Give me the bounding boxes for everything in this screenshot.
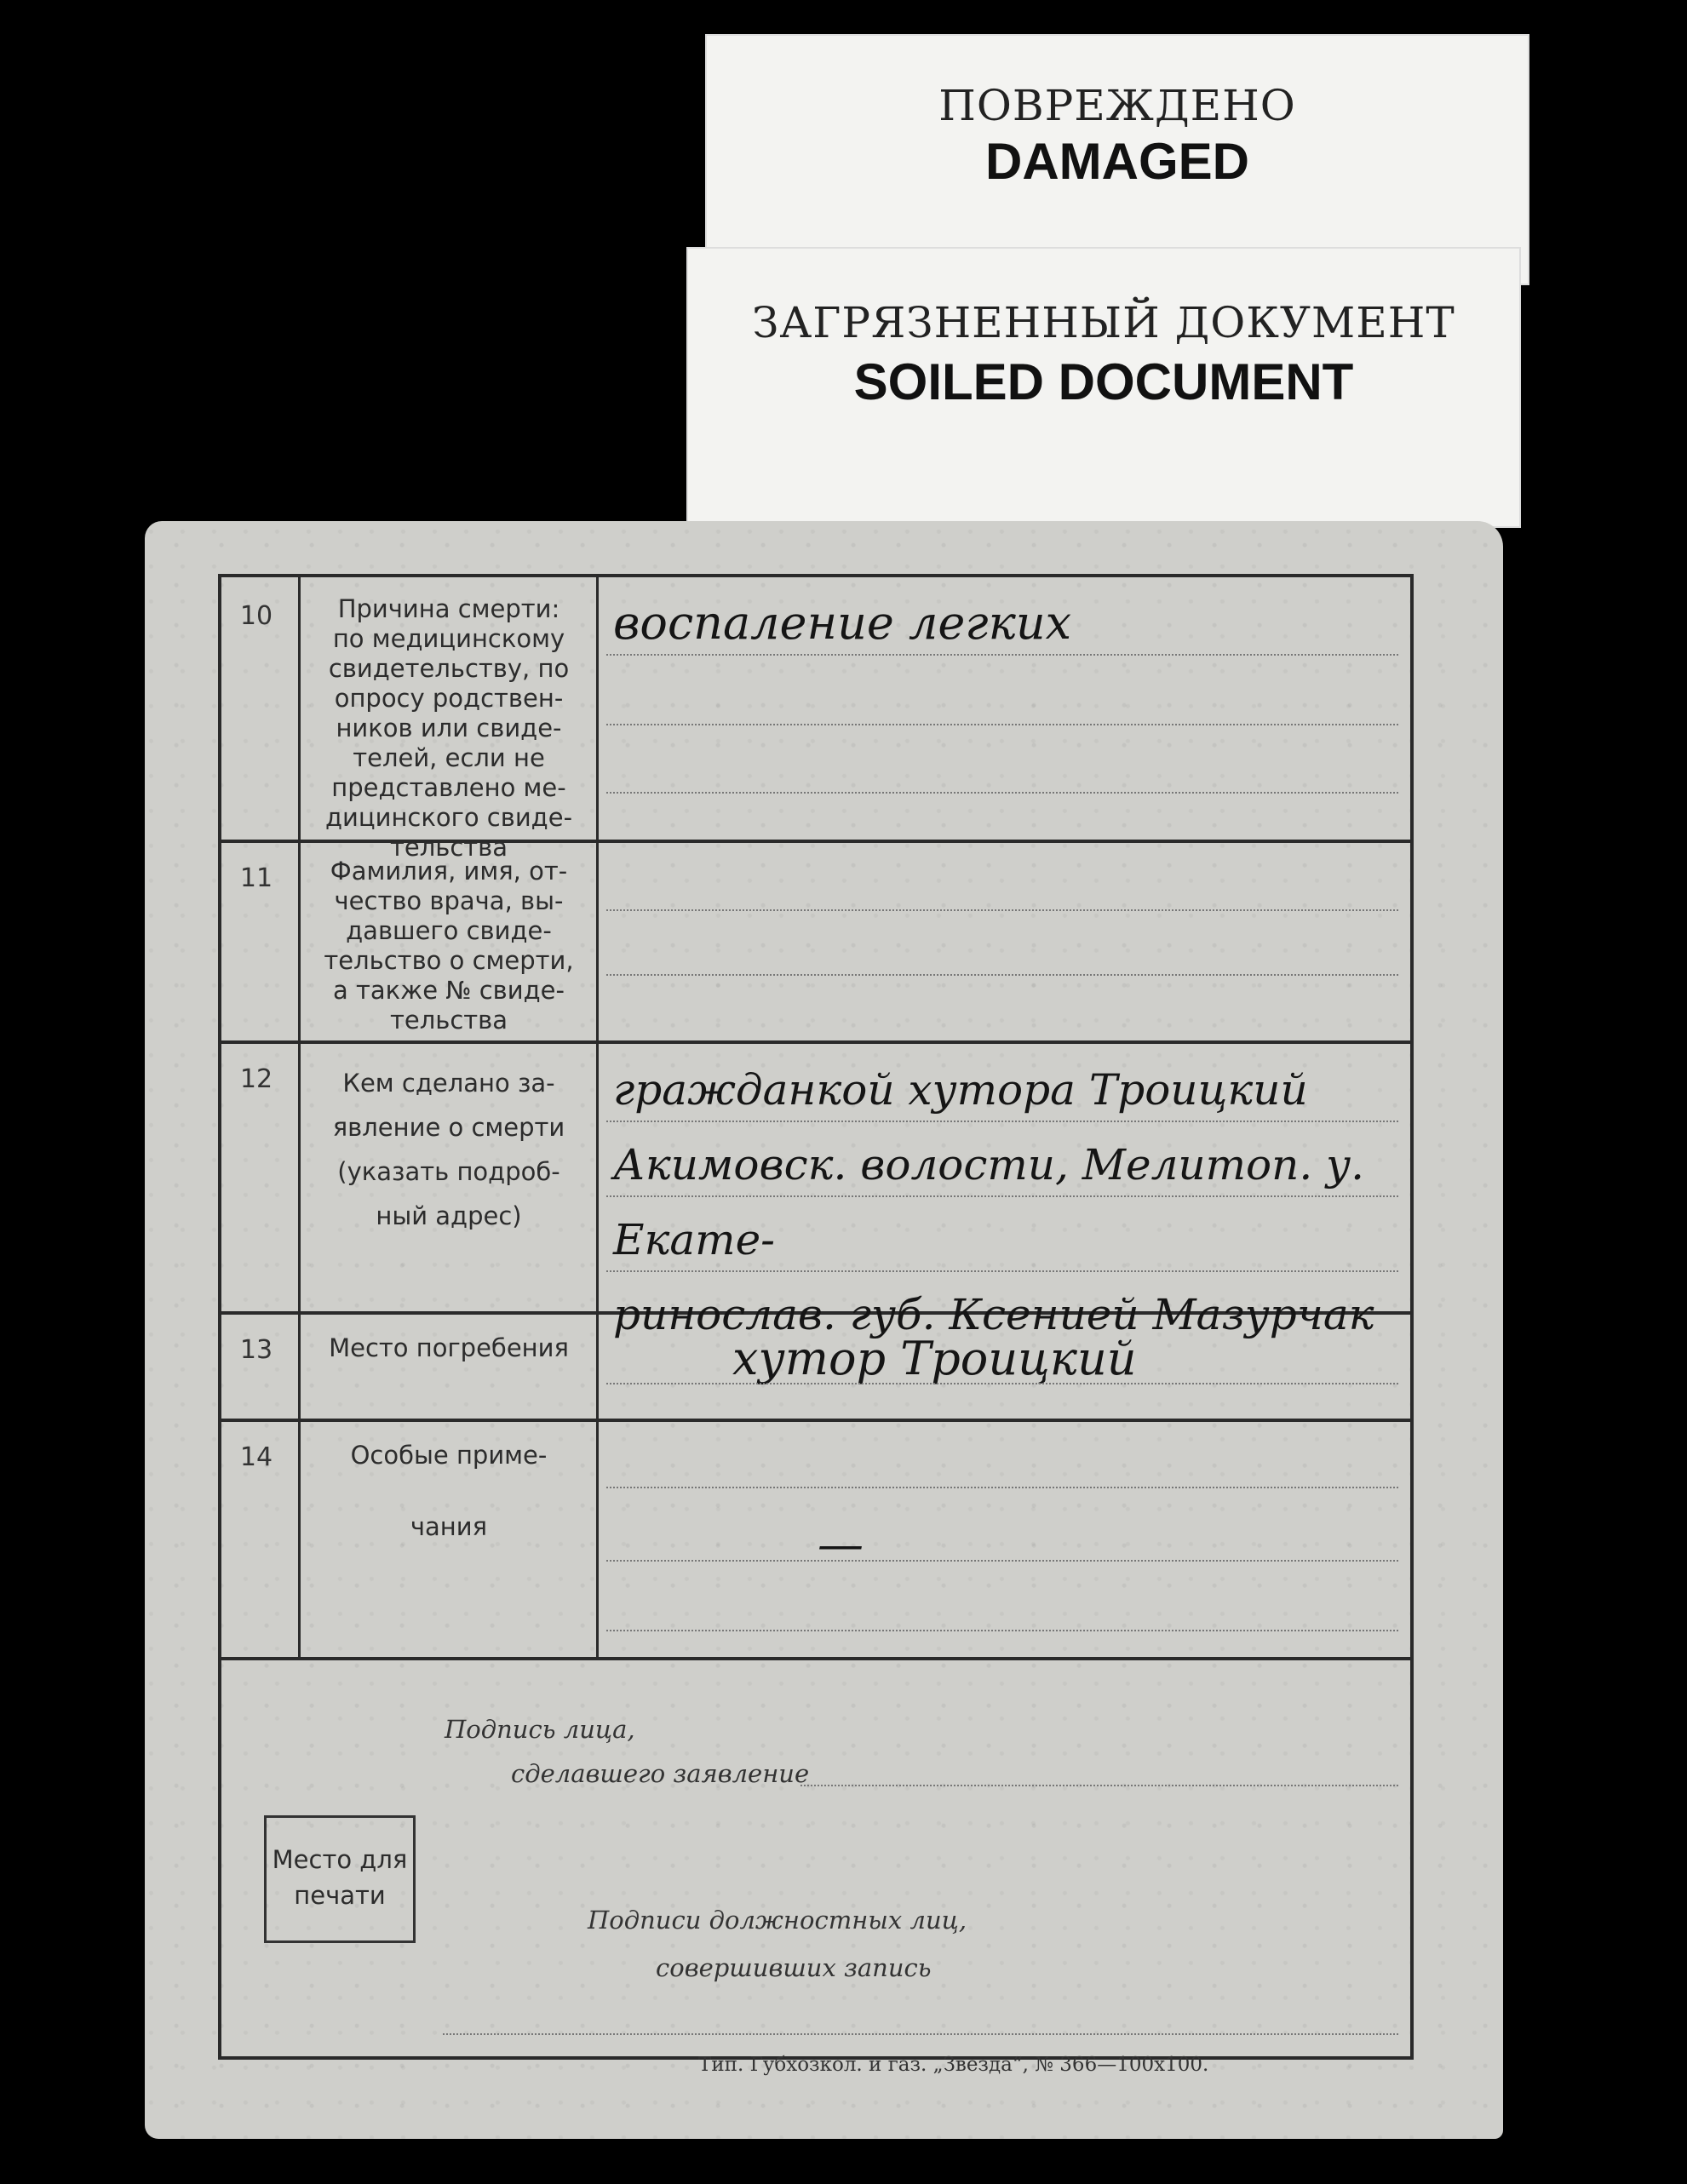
dotted-line	[606, 792, 1398, 794]
record-row-12	[221, 1040, 1410, 1339]
column-divider	[298, 1040, 301, 1311]
row-value-handwritten: —	[818, 1517, 864, 1571]
row-label: Фамилия, имя, от- чество врача, вы- давшего свиде- тельство о смерти, а также № свиде- тельства	[324, 857, 574, 1035]
dotted-line	[606, 724, 1398, 725]
damaged-label-ru: ПОВРЕЖДЕНО	[938, 81, 1296, 130]
dotted-line	[606, 974, 1398, 976]
dotted-line	[606, 1560, 1398, 1562]
row-value-handwritten: воспаление легких	[613, 596, 1072, 650]
dotted-line	[606, 1383, 1398, 1384]
dotted-line	[606, 1270, 1398, 1272]
row-label: Особые приме- чания	[350, 1441, 548, 1541]
soiled-label-ru: ЗАГРЯЗНЕННЫЙ ДОКУМЕНТ	[752, 298, 1455, 347]
dotted-line	[606, 909, 1398, 911]
soiled-label-en: SOILED DOCUMENT	[853, 353, 1354, 410]
officials-signature-label-2: совершивших запись	[656, 1953, 932, 1982]
row-number: 12	[239, 1064, 273, 1094]
declarant-signature-line	[800, 1785, 1398, 1786]
declarant-signature-label-1: Подпись лица,	[445, 1715, 635, 1744]
soiled-label-card	[686, 247, 1521, 528]
dotted-line	[606, 1121, 1398, 1122]
column-divider	[596, 840, 599, 1040]
row-number: 11	[239, 863, 273, 893]
dotted-line	[606, 654, 1398, 656]
row-label: Место погребения	[329, 1333, 569, 1362]
record-row-11	[221, 840, 1410, 1044]
record-row-14	[221, 1419, 1410, 1660]
row-label: Кем сделано за- явление о смерти (указать подроб- ный адрес)	[332, 1069, 565, 1230]
printer-imprint: Тип. Губхозкол. и газ. „Звезда“, № 366—100х100.	[698, 2054, 1209, 2076]
column-divider	[596, 1040, 599, 1311]
column-divider	[298, 840, 301, 1040]
stamp-placeholder: Место для печати	[264, 1815, 416, 1943]
declarant-signature-label-2: сделавшего заявление	[511, 1759, 810, 1788]
death-record-page	[145, 521, 1503, 2139]
officials-signature-line	[443, 2033, 1398, 2035]
column-divider	[596, 1419, 599, 1657]
damaged-label-en: DAMAGED	[985, 133, 1249, 190]
column-divider	[298, 577, 301, 840]
row-label: Причина смерти: по медицинскому свидетельству, по опросу родствен- ников или свиде- телей, если не представлено ме- дицинского свиде- тельства	[324, 594, 573, 862]
dotted-line	[606, 1487, 1398, 1488]
column-divider	[298, 1419, 301, 1657]
dotted-line	[606, 1630, 1398, 1631]
row-value-handwritten: гражданкой хутора Троицкий Акимовск. волости, Мелитоп. у. Екате- ринослав. губ. Ксенией Мазурчак	[613, 1065, 1374, 1339]
row-number: 13	[239, 1335, 273, 1365]
row-number: 14	[239, 1442, 273, 1472]
record-row-13	[221, 1311, 1410, 1422]
column-divider	[596, 1311, 599, 1419]
record-row-10	[221, 577, 1410, 862]
row-number: 10	[239, 601, 273, 631]
row-value-handwritten: хутор Троицкий	[732, 1332, 1137, 1385]
column-divider	[298, 1311, 301, 1419]
dotted-line	[606, 1195, 1398, 1197]
officials-signature-label-1: Подписи должностных лиц,	[588, 1906, 967, 1935]
column-divider	[596, 577, 599, 840]
